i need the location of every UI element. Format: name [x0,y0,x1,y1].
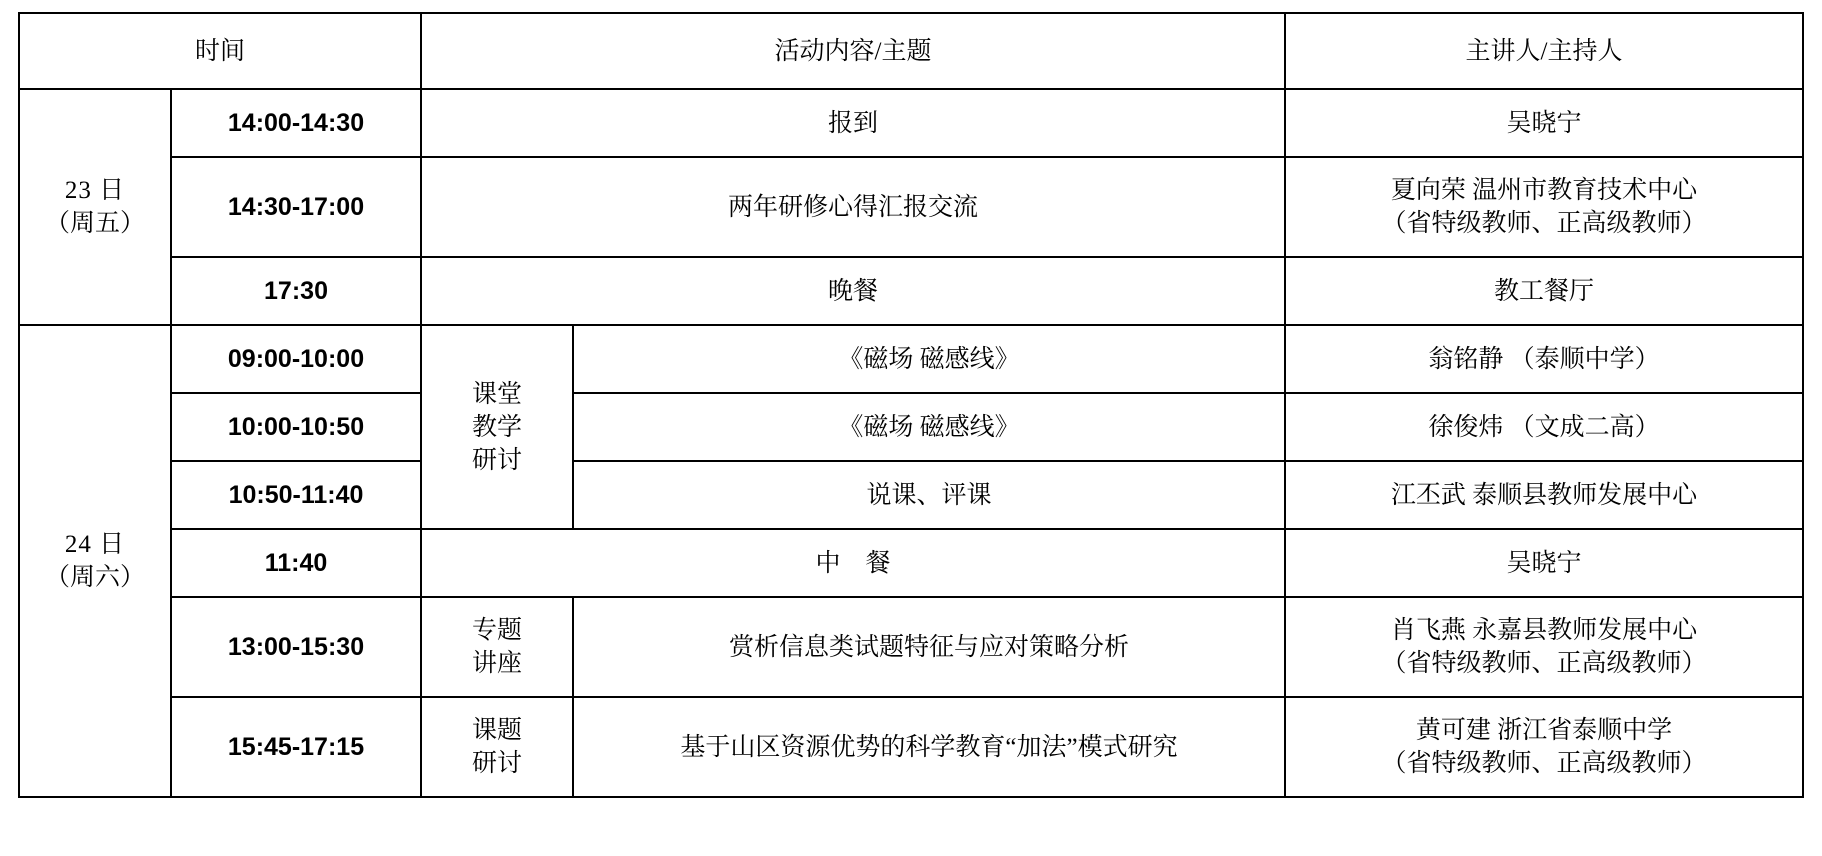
table-row [19,89,1803,157]
kind-line2: 研讨 [472,750,523,777]
person-line1: 肖飞燕 永嘉县教师发展中心 [1390,617,1698,644]
person-cell [1285,393,1803,461]
time-cell: 15:45-17:15 [171,697,421,797]
time-cell: 09:00-10:00 [171,325,421,393]
person-line1: 徐俊炜 （文成二高） [1428,413,1660,441]
person-cell [1285,697,1803,797]
table-row [19,257,1803,325]
person-cell [1285,157,1803,257]
person-line1: 黄可建 浙江省泰顺中学 [1415,717,1673,744]
table-row [19,597,1803,697]
kind-line1: 课堂 [472,380,523,408]
person-cell [1285,325,1803,393]
table-header-row [19,13,1803,89]
person-line2: （省特级教师、正高级教师） [1381,650,1707,677]
topic-cell: 两年研修心得汇报交流 [421,157,1285,257]
table-row [19,697,1803,797]
day-date-line2: （周五） [44,210,145,237]
time-cell: 14:00-14:30 [171,89,421,157]
topic-cell: 赏析信息类试题特征与应对策略分析 [573,597,1285,697]
person-cell [1285,529,1803,597]
table-row [19,393,1803,461]
time-cell: 11:40 [171,529,421,597]
person-line2: （省特级教师、正高级教师） [1381,210,1707,237]
person-line1: 夏向荣 温州市教育技术中心 [1390,177,1698,204]
person-line1: 教工餐厅 [1494,277,1595,305]
person-cell [1285,597,1803,697]
kind-line1: 课题 [472,717,523,744]
table-row [19,529,1803,597]
kind-cell-lecture [421,597,573,697]
person-line1: 江丕武 泰顺县教师发展中心 [1390,481,1698,509]
person-cell [1285,257,1803,325]
day-cell-23 [19,89,171,325]
time-cell: 17:30 [171,257,421,325]
schedule-table [18,12,1804,798]
table-row [19,461,1803,529]
person-cell [1285,89,1803,157]
topic-cell: 晚餐 [421,257,1285,325]
kind-line2: 讲座 [472,650,523,677]
day-date-line1: 23 日 [64,177,126,204]
kind-line1: 专题 [472,617,523,644]
kind-cell-classroom [421,325,573,529]
time-cell: 10:50-11:40 [171,461,421,529]
person-line1: 翁铭静 （泰顺中学） [1428,345,1660,373]
header-time: 时间 [19,13,421,89]
time-cell: 10:00-10:50 [171,393,421,461]
day-date-line2: （周六） [44,564,145,591]
day-cell-24 [19,325,171,797]
person-cell [1285,461,1803,529]
topic-cell: 说课、评课 [573,461,1285,529]
kind-cell-research [421,697,573,797]
header-content: 活动内容/主题 [421,13,1285,89]
table-row [19,325,1803,393]
table-row [19,157,1803,257]
topic-cell: 中 餐 [421,529,1285,597]
time-cell: 14:30-17:00 [171,157,421,257]
day-date-line1: 24 日 [64,531,126,558]
person-line1: 吴晓宁 [1506,109,1582,137]
topic-cell: 报到 [421,89,1285,157]
header-speaker: 主讲人/主持人 [1285,13,1803,89]
person-line1: 吴晓宁 [1506,549,1582,577]
person-line2: （省特级教师、正高级教师） [1381,750,1707,777]
topic-cell: 《磁场 磁感线》 [573,325,1285,393]
topic-cell: 《磁场 磁感线》 [573,393,1285,461]
time-cell: 13:00-15:30 [171,597,421,697]
topic-cell: 基于山区资源优势的科学教育“加法”模式研究 [573,697,1285,797]
kind-line2: 教学 [472,413,523,441]
kind-line3: 研讨 [472,446,523,474]
